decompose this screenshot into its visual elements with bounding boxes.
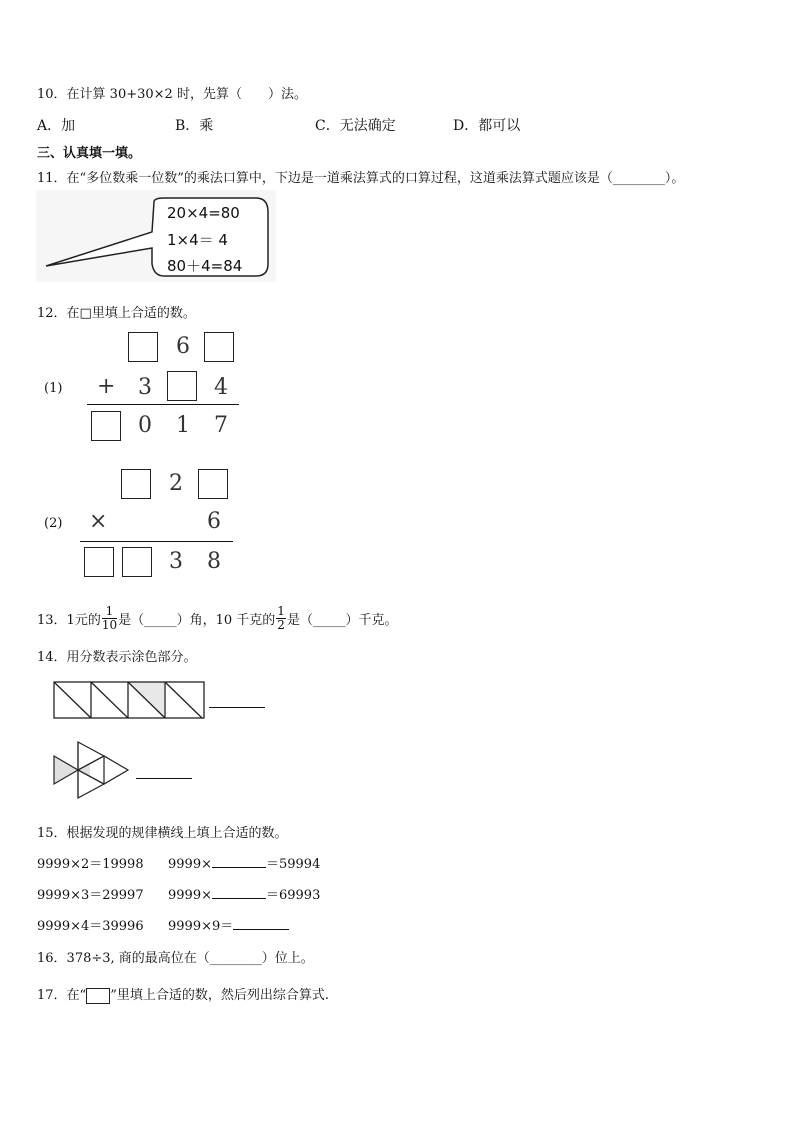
times-sign: × (89, 509, 108, 534)
bubble-line-2: 1×4＝ 4 (167, 231, 228, 249)
question-12: 12．在□里填上合适的数。 (37, 306, 196, 321)
digit: 8 (207, 549, 221, 574)
digit-blank-box[interactable] (122, 547, 152, 577)
bubble-line-3: 80＋4=84 (167, 257, 243, 275)
pattern-right-1 (168, 853, 320, 872)
pattern-right-prefix: 9999×9＝ (168, 919, 234, 934)
pattern-right-prefix: 9999× (168, 857, 212, 872)
q13-mid: 是（_____）角，10 千克的 (118, 612, 276, 628)
pattern-left-3: 9999×4＝39996 (37, 919, 144, 934)
question-16: 16．378÷3, 商的最高位在（________）位上。 (37, 951, 314, 966)
fraction-numerator: 1 (102, 605, 117, 619)
fraction-1-10 (102, 605, 117, 632)
digit: 1 (176, 413, 190, 438)
speech-bubble-figure (36, 190, 276, 282)
digit-blank-box[interactable] (204, 332, 234, 362)
part-1-label: (1) (44, 381, 63, 396)
digit-blank-box[interactable] (84, 547, 114, 577)
digit-blank-box[interactable] (198, 469, 228, 499)
digit: 0 (138, 413, 152, 438)
option-c: C．无法确定 (315, 118, 396, 134)
plus-sign: + (97, 374, 116, 399)
answer-line[interactable] (136, 778, 192, 779)
sum-line (87, 404, 239, 405)
triangle-strip-figure (52, 680, 212, 722)
pattern-right-3 (168, 915, 289, 934)
q17-suffix: ”里填上合适的数，然后列出综合算式. (110, 988, 329, 1003)
question-15: 15．根据发现的规律横线上填上合适的数。 (37, 826, 288, 841)
digit-blank-box[interactable] (91, 411, 121, 441)
pattern-right-2 (168, 884, 320, 903)
question-14: 14．用分数表示涂色部分。 (37, 650, 197, 665)
answer-blank[interactable] (212, 855, 266, 868)
digit: 3 (169, 549, 183, 574)
digit: 3 (138, 375, 152, 400)
option-a: A．加 (37, 118, 76, 134)
fraction-1-2 (276, 605, 286, 632)
pattern-right-suffix: ＝59994 (265, 857, 321, 872)
section-title: 三、认真填一填。 (37, 146, 142, 161)
digit: 7 (214, 413, 228, 438)
triangle-cluster-figure (52, 740, 132, 800)
digit-blank-box[interactable] (167, 371, 197, 401)
digit: 2 (169, 471, 183, 496)
question-11: 11．在“多位数乘一位数”的乘法口算中，下边是一道乘法算式的口算过程，这道乘法算式题应该是（________）。 (37, 171, 685, 186)
blank-box-icon (86, 988, 110, 1004)
digit-blank-box[interactable] (121, 469, 151, 499)
pattern-left-2: 9999×3＝29997 (37, 888, 144, 903)
bubble-line-1: 20×4=80 (167, 204, 240, 222)
question-17 (37, 984, 329, 1004)
product-line (80, 541, 233, 542)
fraction-numerator: 1 (277, 603, 285, 618)
fraction-denominator: 10 (101, 617, 118, 632)
fraction-denominator: 2 (277, 617, 285, 632)
question-13 (37, 598, 397, 638)
digit: 4 (214, 375, 228, 400)
pattern-right-prefix: 9999× (168, 888, 212, 903)
pattern-left-1: 9999×2＝19998 (37, 857, 144, 872)
digit: 6 (176, 334, 190, 359)
option-d: D．都可以 (453, 118, 521, 134)
digit-blank-box[interactable] (128, 332, 158, 362)
q13-prefix: 13．1元的 (37, 612, 101, 628)
answer-blank[interactable] (233, 917, 289, 930)
q13-suffix: 是（_____）千克。 (286, 612, 398, 628)
option-b: B．乘 (175, 118, 214, 134)
question-10: 10．在计算 30+30×2 时，先算（ ）法。 (37, 87, 307, 102)
pattern-right-suffix: ＝69993 (265, 888, 321, 903)
answer-line[interactable] (209, 707, 265, 708)
q17-prefix: 17．在“ (37, 988, 87, 1003)
part-2-label: (2) (44, 516, 63, 531)
digit: 6 (207, 509, 221, 534)
answer-blank[interactable] (212, 886, 266, 899)
